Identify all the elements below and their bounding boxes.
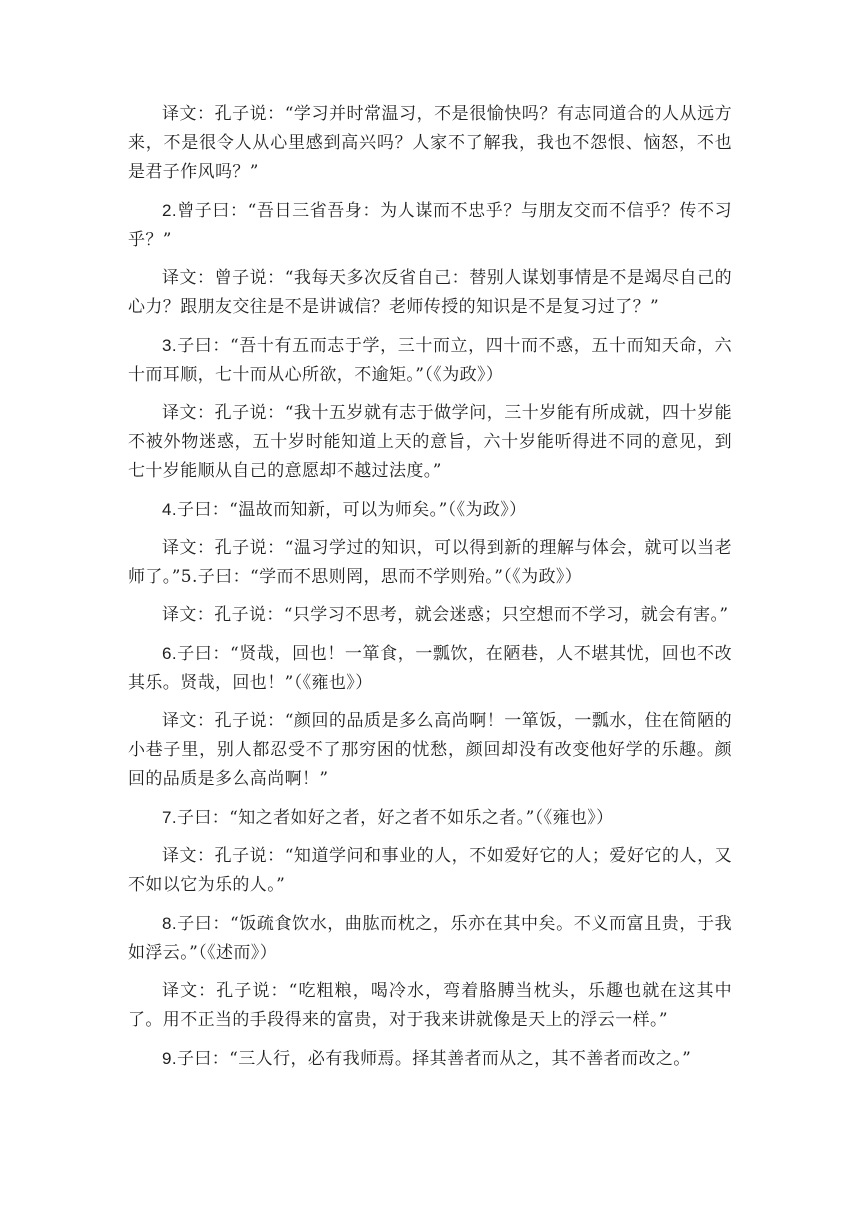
paragraph-text: 译文：孔子说：“吃粗粮，喝冷水，弯着胳膊当枕头，乐趣也就在这其中了。用不正当的手段得来的富贵，对于我来讲就像是天上的浮云一样。” — [128, 981, 732, 1030]
paragraph-quote-8 — [128, 909, 732, 968]
paragraph-text: 子曰：“吾十有五而志于学，三十而立，四十而不惑，五十而知天命，六十而耳顺，七十而从心所欲，不逾矩。”（《为政》） — [128, 336, 732, 385]
paragraph-text: 译文：孔子说：“学习并时常温习，不是很愉快吗？有志同道合的人从远方来，不是很令人从心里感到高兴吗？人家不了解我，我也不怨恨、恼怒，不也是君子作风吗？” — [128, 104, 732, 182]
paragraph-quote-4 — [128, 495, 732, 525]
paragraph-quote-7 — [128, 803, 732, 833]
paragraph-translation-1 — [128, 100, 732, 187]
item-number: 3. — [162, 336, 177, 355]
item-number: 4. — [162, 500, 177, 519]
paragraph-text: 子曰：“贤哉，回也！一箪食，一瓢饮，在陋巷，人不堪其忧，回也不改其乐。贤哉，回也！”（《雍也》） — [128, 644, 732, 693]
paragraph-text: 曾子曰：“吾日三省吾身：为人谋而不忠乎？与朋友交而不信乎？传不习乎？” — [128, 201, 732, 250]
paragraph-translation-5 — [128, 601, 732, 630]
paragraph-translation-3 — [128, 399, 732, 486]
item-number: 6. — [162, 644, 177, 663]
paragraph-translation-7 — [128, 842, 732, 900]
paragraph-quote-6 — [128, 639, 732, 698]
paragraph-text: 译文：孔子说：“颜回的品质是多么高尚啊！一箪饭，一瓢水，住在简陋的小巷子里，别人都忍受不了那穷困的忧愁，颜回却没有改变他好学的乐趣。颜回的品质是多么高尚啊！” — [128, 711, 732, 789]
paragraph-text: 译文：孔子说：“知道学问和事业的人，不如爱好它的人；爱好它的人，又不如以它为乐的人。” — [128, 846, 732, 895]
paragraph-translation-4 — [128, 534, 732, 592]
paragraph-text: 子曰：“温故而知新，可以为师矣。”（《为政》） — [176, 500, 527, 520]
paragraph-quote-9 — [128, 1044, 732, 1074]
paragraph-text: 译文：孔子说：“我十五岁就有志于做学问，三十岁能有所成就，四十岁能不被外物迷惑，五十岁时能知道上天的意旨，六十岁能听得进不同的意见，到七十岁能顺从自己的意愿却不越过法度。” — [128, 403, 732, 481]
item-number: 9. — [162, 1049, 177, 1068]
paragraph-text: 子曰：“饭疏食饮水，曲肱而枕之，乐亦在其中矣。不义而富且贵，于我如浮云。”（《述而》） — [128, 914, 732, 963]
paragraph-quote-2 — [128, 196, 732, 255]
paragraph-translation-8 — [128, 977, 732, 1035]
paragraph-text: 译文：孔子说：“温习学过的知识，可以得到新的理解与体会，就可以当老师了。”5.子曰：“学而不思则罔，思而不学则殆。”（《为政》） — [128, 538, 732, 587]
item-number: 8. — [162, 914, 177, 933]
paragraph-translation-2 — [128, 264, 732, 322]
paragraph-text: 译文：曾子说：“我每天多次反省自己：替别人谋划事情是不是竭尽自己的心力？跟朋友交往是不是讲诚信？老师传授的知识是不是复习过了？” — [128, 268, 732, 317]
paragraph-text: 子曰：“三人行，必有我师焉。择其善者而从之，其不善者而改之。” — [176, 1049, 692, 1069]
document-body — [128, 100, 732, 1083]
paragraph-text: 译文：孔子说：“只学习不思考，就会迷惑；只空想而不学习，就会有害。” — [162, 605, 729, 625]
item-number: 7. — [162, 808, 177, 827]
paragraph-text: 子曰：“知之者如好之者，好之者不如乐之者。”（《雍也》） — [176, 808, 614, 828]
paragraph-translation-6 — [128, 707, 732, 794]
item-number: 2. — [162, 201, 177, 220]
paragraph-quote-3 — [128, 331, 732, 390]
